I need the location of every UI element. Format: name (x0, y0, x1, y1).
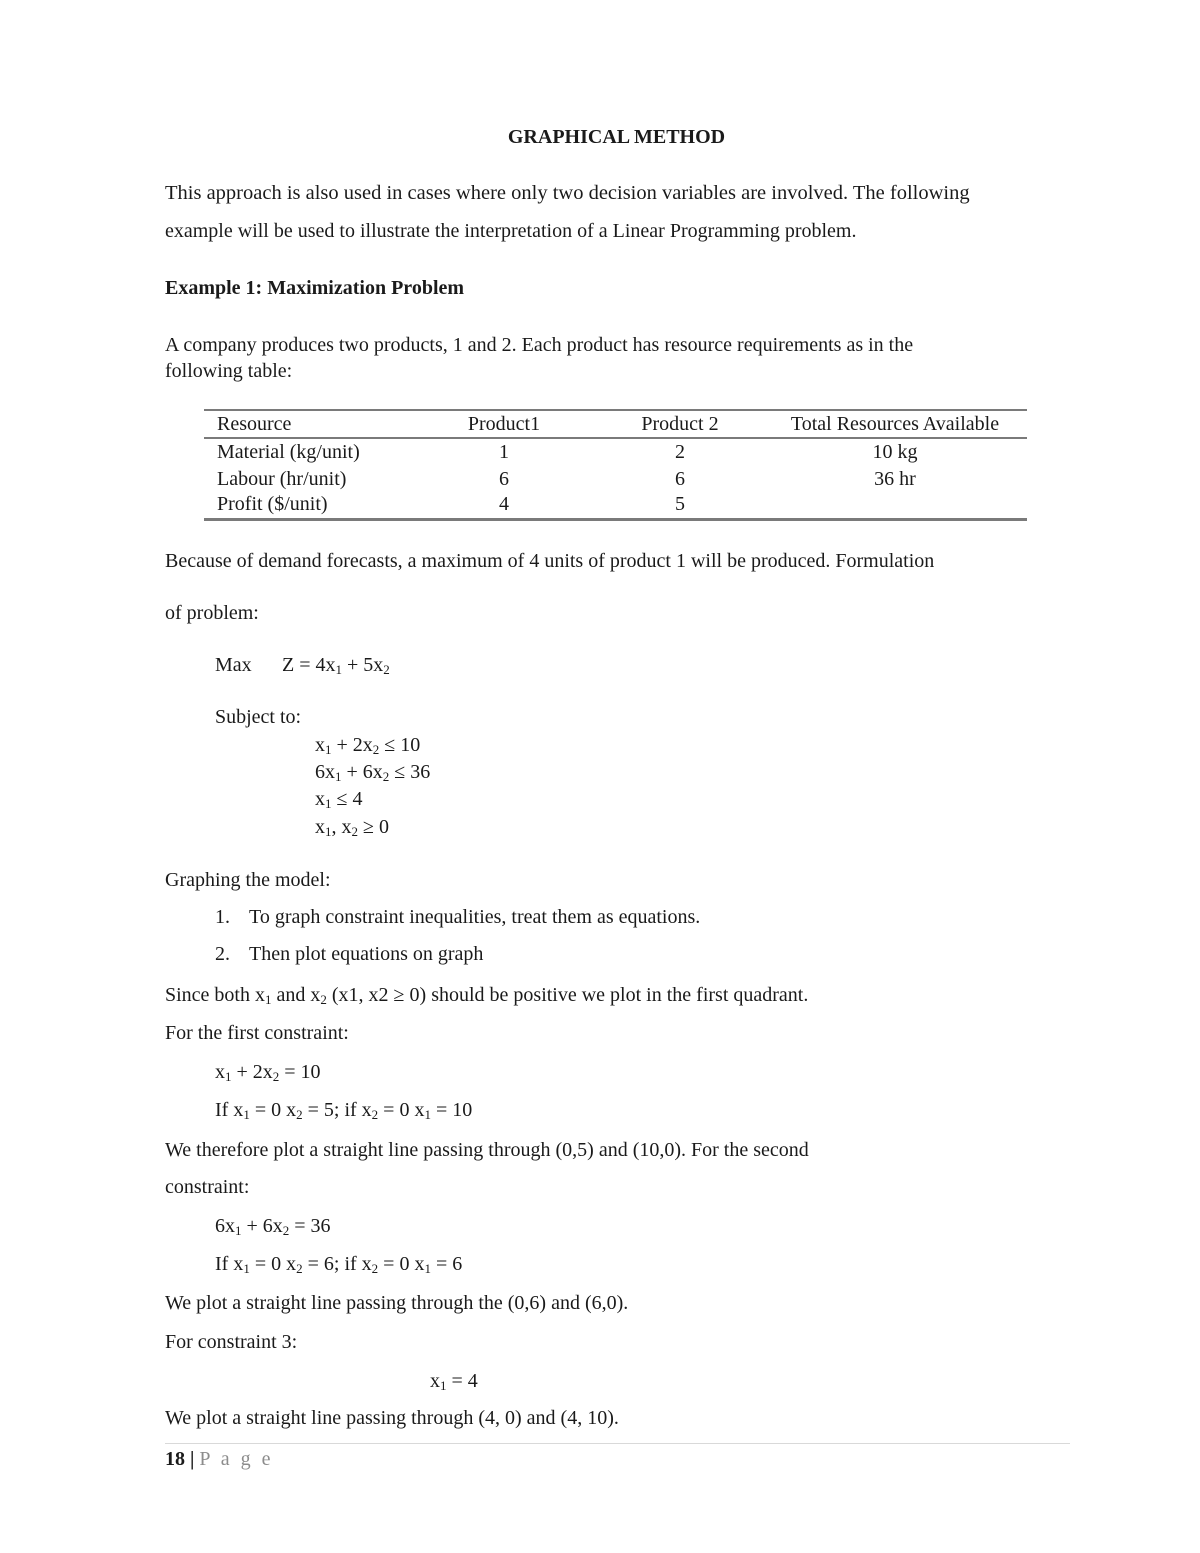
constraint-3-equation: $x_1 = 4$ (430, 1370, 478, 1393)
second-constraint-equation: $6x_1 + 6x_2 = 36$ (215, 1215, 331, 1238)
list-item: To graph constraint inequalities, treat them as equations. (249, 906, 701, 928)
plot-line-2: We plot a straight line passing through the (0,6) and (6,0). (165, 1292, 629, 1314)
table-cell: 10 kg (872, 441, 918, 463)
first-constraint-intercepts: If $x_1 = 0$ $x_2 = 5$; if $x_2 = 0$ $x_1 = 10$ (215, 1099, 473, 1122)
constraint-nonnegativity: $x_1$, $x_2 \ge 0$ (315, 816, 389, 839)
header-total: Total Resources Available (790, 413, 1000, 435)
plot-line-1b: constraint: (165, 1176, 250, 1198)
footer-divider (165, 1443, 1070, 1444)
table-row (204, 466, 1027, 492)
page-word: P a g e (199, 1448, 274, 1470)
plot-line-1a: We therefore plot a straight line passing through (0,5) and (10,0). For the second (165, 1139, 809, 1161)
constraint-3-label: For constraint 3: (165, 1331, 298, 1353)
subject-to-label: Subject to: (215, 706, 302, 728)
table-cell: 6 (499, 468, 509, 490)
table-cell: 1 (499, 441, 509, 463)
second-constraint-intercepts: If $x_1 = 0$ $x_2 = 6$; if $x_2 = 0$ $x_1 = 6$ (215, 1253, 463, 1276)
first-constraint-equation: $x_1 + 2x_2 = 10$ (215, 1061, 321, 1084)
example-title: Example 1: Maximization Problem (165, 277, 465, 299)
table-cell: 4 (499, 493, 509, 515)
paragraph-2-line-1: Because of demand forecasts, a maximum of 4 units of product 1 will be produced. Formulation (165, 550, 935, 572)
intro-line-2: example will be used to illustrate the interpretation of a Linear Programming problem. (165, 220, 857, 242)
constraint-demand: $x_1 \le 4$ (315, 788, 363, 811)
first-constraint-label: For the first constraint: (165, 1022, 349, 1044)
list-item-number: 2. (215, 943, 230, 965)
table-bottom-rule (204, 518, 1027, 521)
header-resource: Resource (217, 413, 292, 435)
graphing-intro: Graphing the model: (165, 869, 331, 891)
constraint-labour: $6x_1 + 6x_2 \le 36$ (315, 761, 431, 784)
header-product2: Product 2 (641, 413, 719, 435)
intro-line-1: This approach is also used in cases where only two decision variables are involved. The following (165, 182, 970, 204)
paragraph-1-line-2: following table: (165, 360, 293, 382)
page-number: 18 (165, 1448, 185, 1470)
list-item-number: 1. (215, 906, 230, 928)
table-cell: 5 (675, 493, 685, 515)
list-item: Then plot equations on graph (249, 943, 484, 965)
table-cell: Material (kg/unit) (217, 441, 360, 463)
table-row (204, 491, 1027, 517)
objective-function: $Z = 4x_1 + 5x_2$ (282, 654, 390, 677)
table-cell: 36 hr (874, 468, 916, 490)
table-row (204, 439, 1027, 465)
quadrant-sentence: Since both $x_1$ and $x_2$ (x1, x2 ≥ 0) should be positive we plot in the first quadrant. (165, 984, 809, 1007)
page-title: GRAPHICAL METHOD (507, 126, 726, 148)
table-header-row (204, 411, 1027, 437)
paragraph-1-line-1: A company produces two products, 1 and 2. Each product has resource requirements as in the (165, 334, 914, 356)
table-cell: Labour (hr/unit) (217, 468, 347, 490)
footer-separator: | (190, 1448, 195, 1470)
constraint-material: $x_1 + 2x_2 \le 10$ (315, 734, 421, 757)
table-cell: Profit ($/unit) (217, 493, 328, 515)
page-footer (165, 1447, 274, 1471)
plot-line-3: We plot a straight line passing through (4, 0) and (4, 10). (165, 1407, 619, 1429)
table-cell: 6 (675, 468, 685, 490)
header-product1: Product1 (467, 413, 541, 435)
objective-label: Max (215, 654, 252, 676)
paragraph-2-line-2: of problem: (165, 602, 259, 624)
table-cell: 2 (675, 441, 685, 463)
